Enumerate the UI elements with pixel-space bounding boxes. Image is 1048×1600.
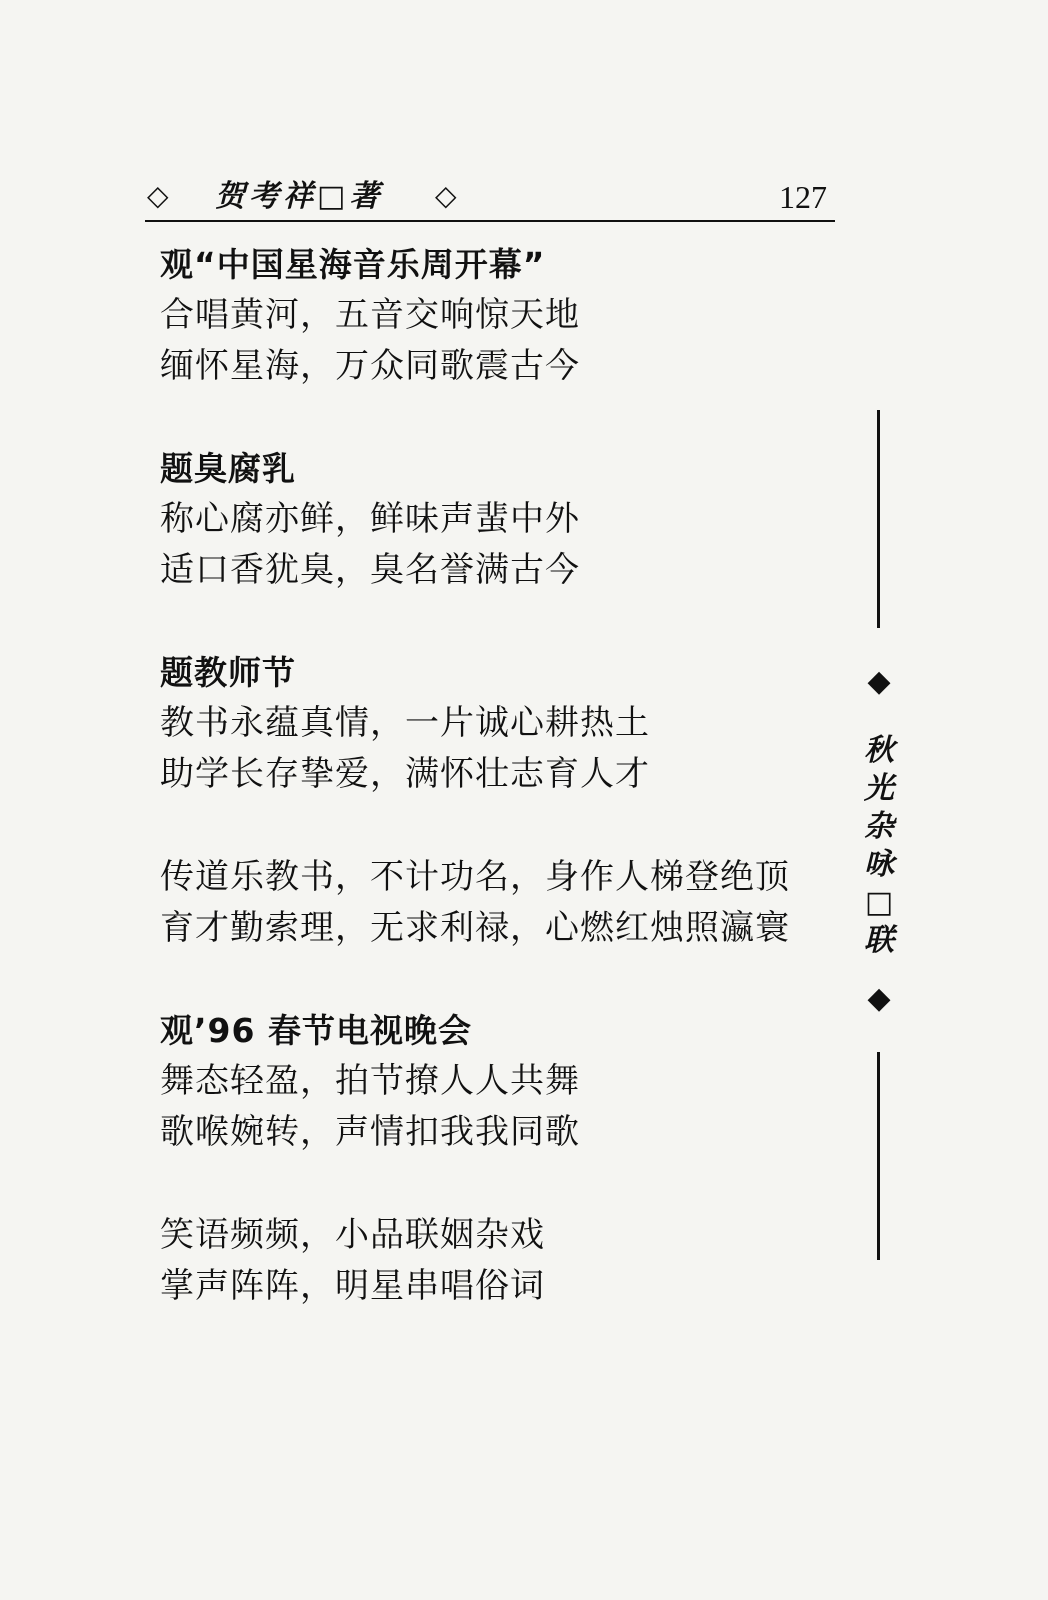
section-sidebar [860,410,900,1280]
couplet-line: 教书永蕴真情，一片诚心耕热土 [160,703,650,743]
couplet-list [160,240,820,1364]
couplet-block [160,1006,820,1158]
section-title-char: □ [864,885,894,920]
divider [877,1052,880,1260]
couplet-line: 舞态轻盈，拍节撩人人共舞 [160,1061,580,1101]
diamond-filled-icon: ◆ [867,981,891,1016]
couplet-block [160,648,820,800]
section-title-vertical [860,732,898,960]
author-byline: 贺考祥□著 [215,179,384,214]
couplet-block [160,444,820,596]
section-title-char: 秋 [864,733,894,768]
section-title-char: 杂 [864,809,894,844]
couplet-line: 传道乐教书，不计功名，身作人梯登绝顶 [160,857,790,897]
section-title-char: 光 [864,771,894,806]
couplet-block [160,240,820,392]
diamond-filled-icon: ◆ [867,664,891,699]
couplet-title: 观’96 春节电视晚会 [160,1011,472,1050]
section-title-char: 咏 [864,847,894,882]
couplet-line: 助学长存挚爱，满怀壮志育人才 [160,754,650,794]
couplet-title: 观“中国星海音乐周开幕” [160,245,546,284]
couplet-line: 掌声阵阵，明星串唱俗词 [160,1266,545,1306]
couplet-line: 合唱黄河，五音交响惊天地 [160,295,580,335]
couplet-title: 题臭腐乳 [160,449,296,488]
diamond-outline-icon: ◇ [435,179,457,212]
couplet-line: 笑语频频，小品联姻杂戏 [160,1215,545,1255]
divider [877,410,880,628]
couplet-block [160,852,820,954]
section-title-char: 联 [864,923,894,958]
couplet-line: 育才勤索理，无求利禄，心燃红烛照瀛寰 [160,908,790,948]
couplet-line: 适口香犹臭，臭名誉满古今 [160,550,580,590]
couplet-line: 缅怀星海，万众同歌震古今 [160,346,580,386]
couplet-block [160,1210,820,1312]
diamond-outline-icon: ◇ [147,179,169,212]
couplet-line: 歌喉婉转，声情扣我我同歌 [160,1112,580,1152]
couplet-line: 称心腐亦鲜，鲜味声蜚中外 [160,499,580,539]
page-number: 127 [779,179,827,215]
couplet-title: 题教师节 [160,653,296,692]
page-header [145,178,835,222]
